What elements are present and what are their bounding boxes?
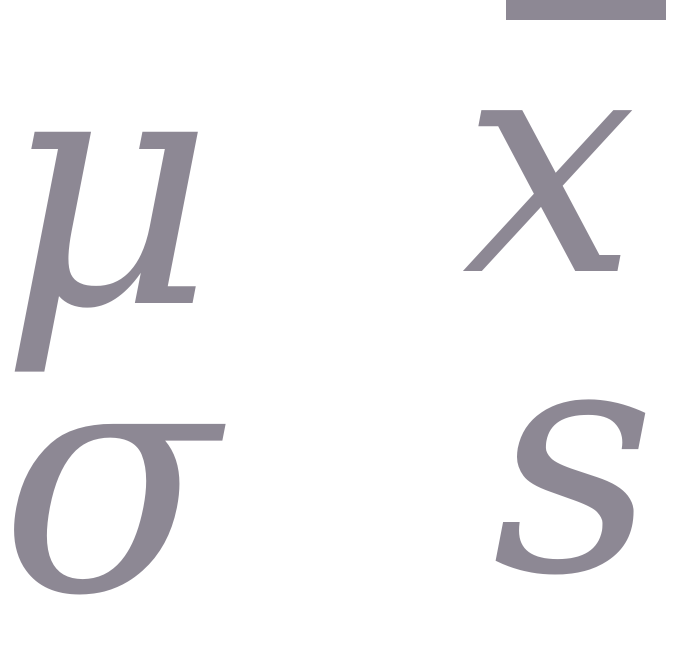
x-bar-symbol (462, 0, 670, 345)
mu-symbol: μ (0, 0, 215, 381)
sigma-symbol: σ (0, 294, 219, 666)
s-symbol: s (492, 274, 657, 646)
x-letter: x (462, 0, 637, 345)
